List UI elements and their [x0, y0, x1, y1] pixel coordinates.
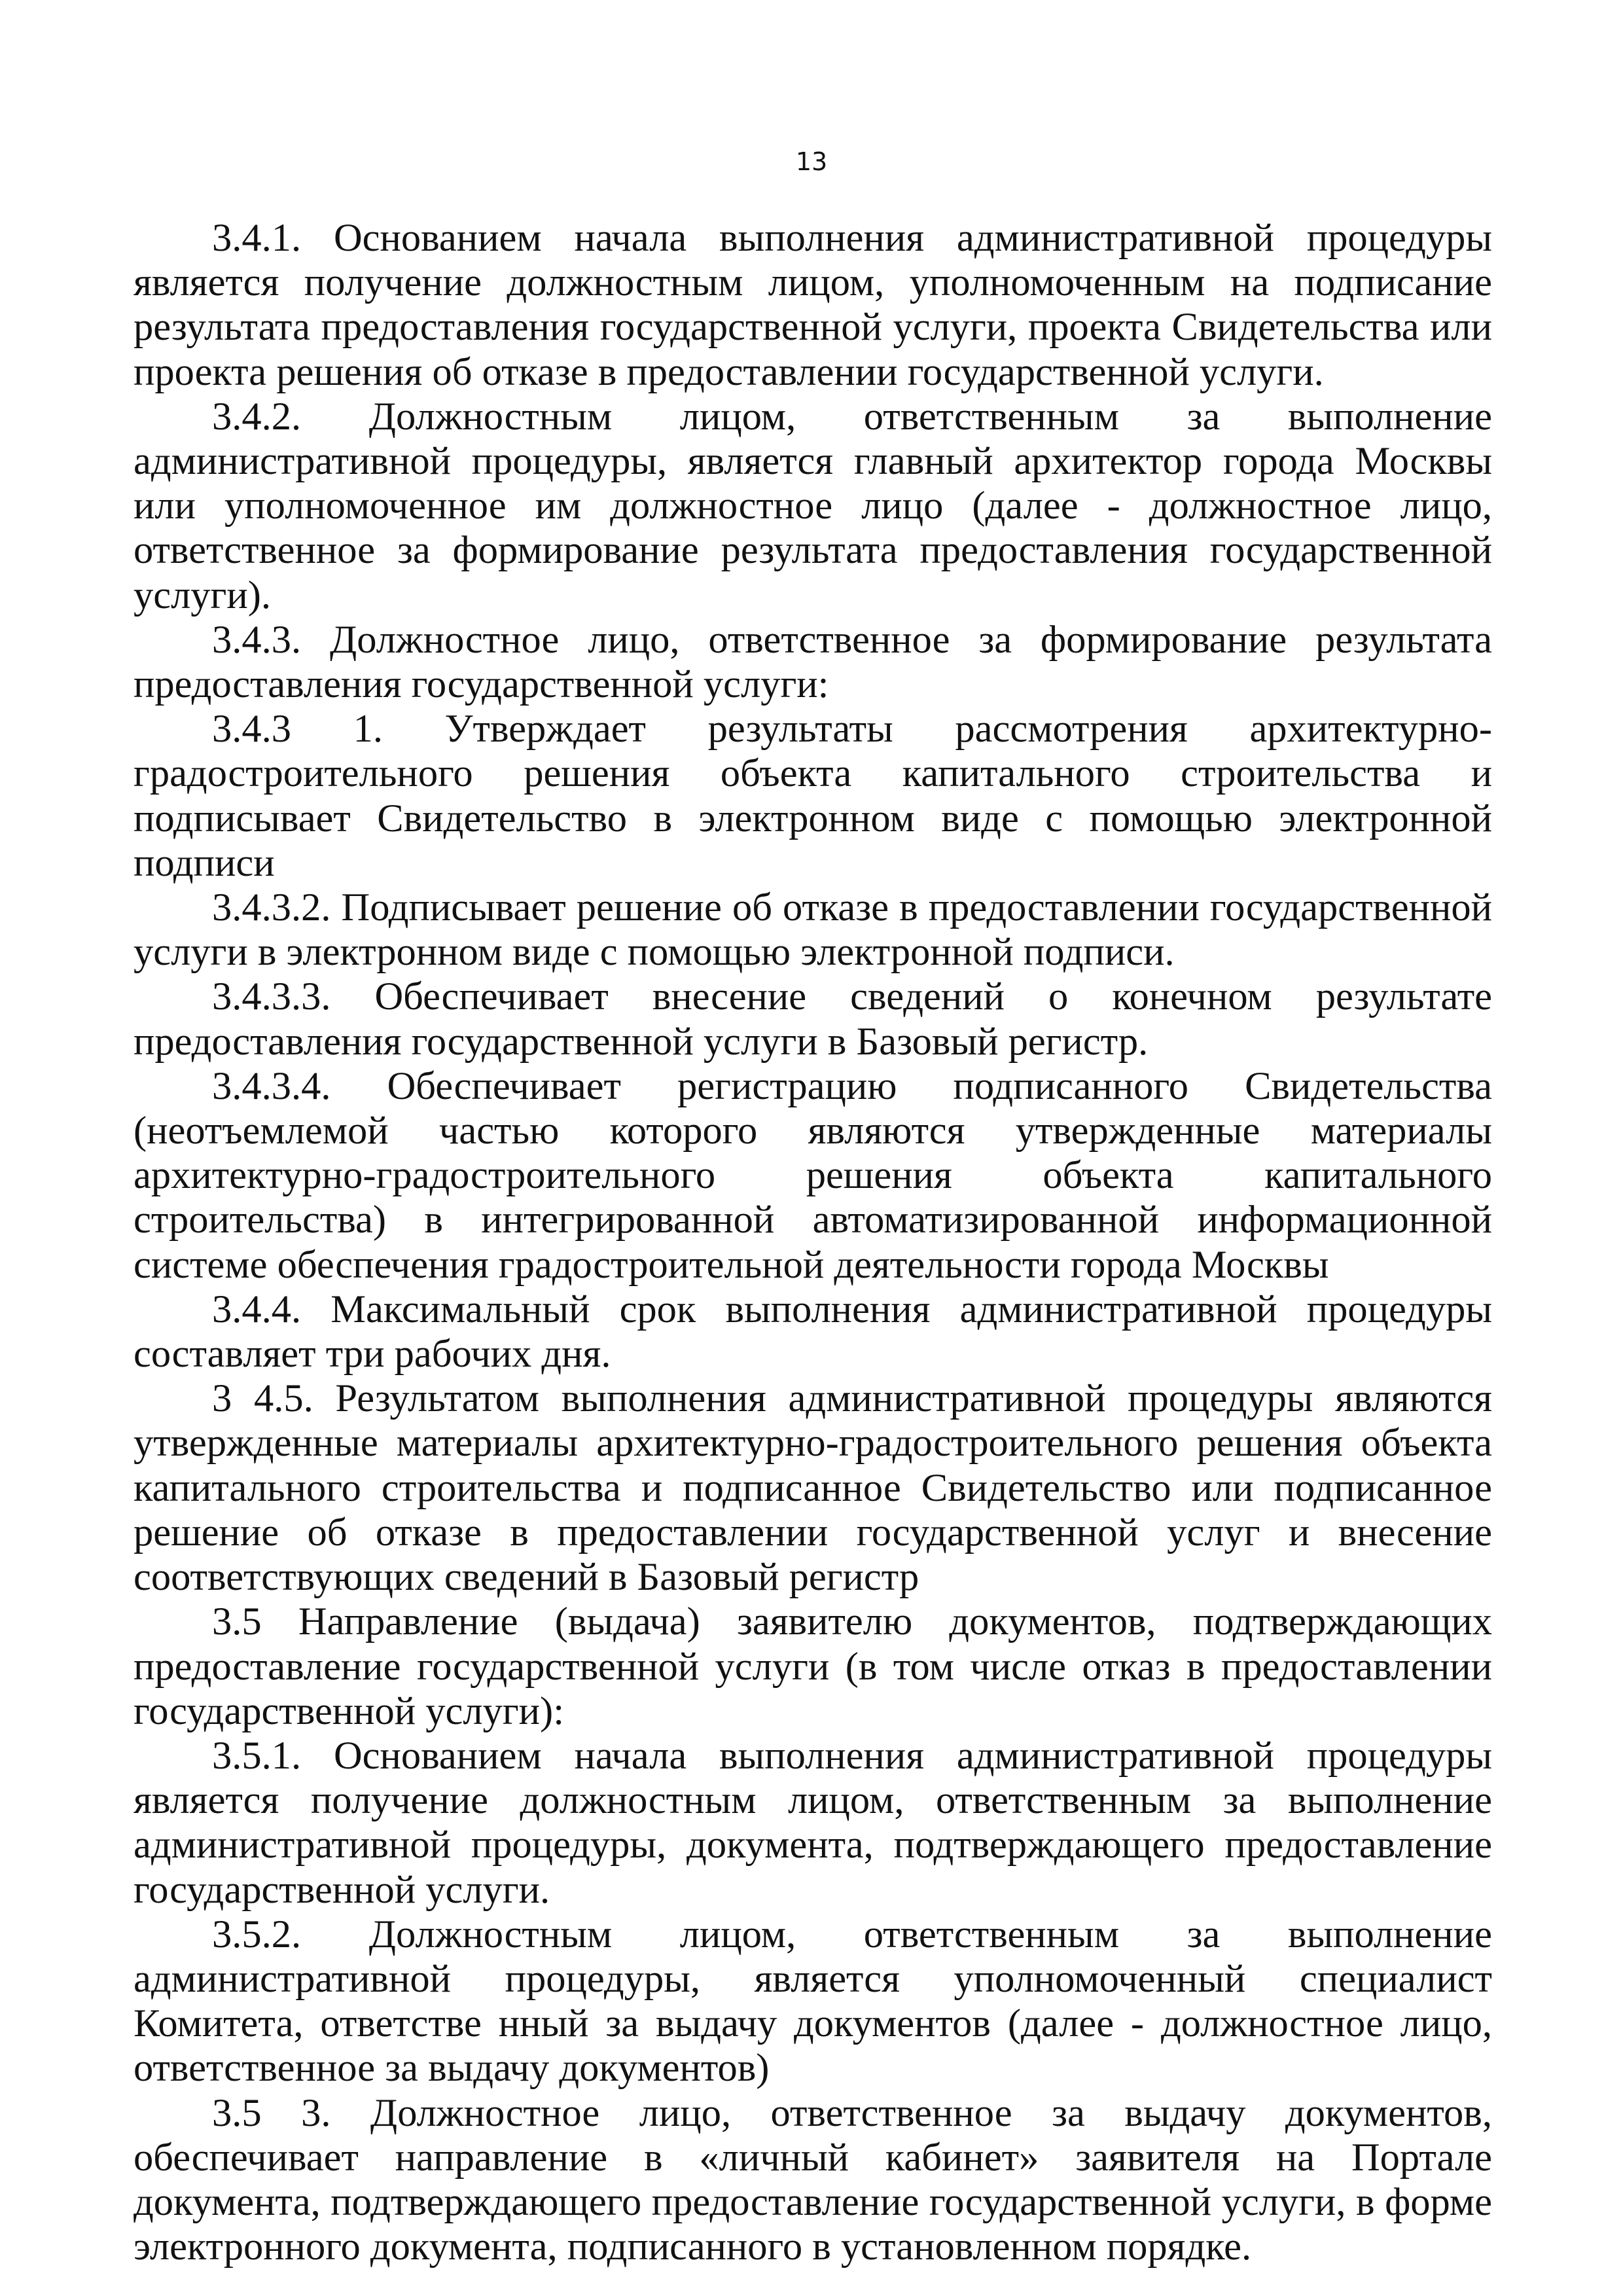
document-body	[134, 216, 1492, 2269]
paragraph-3-4-3-3: 3.4.3.3. Обеспечивает внесение сведений о конечном результате предоставления государственной услуги в Базовый регистр.	[134, 975, 1492, 1064]
paragraph-3-4-4: 3.4.4. Максимальный срок выполнения административной процедуры составляет три рабочих дня.	[134, 1287, 1492, 1376]
paragraph-3-4-1: 3.4.1. Основанием начала выполнения административной процедуры является получение должностным лицом, уполномоченным на подписание результата предоставления государственной услуги, проекта Свидетельства или проекта решения об отказе в предоставлении государственной услуги.	[134, 216, 1492, 394]
paragraph-3-5-2: 3.5.2. Должностным лицом, ответственным за выполнение административной процедуры, является уполномоченный специалист Комитета, ответстве нный за выдачу документов (далее - должностное лицо, ответственное за выдачу документов)	[134, 1912, 1492, 2090]
paragraph-3-5: 3.5 Направление (выдача) заявителю документов, подтверждающих предоставление государственной услуги (в том числе отказ в предоставлении государственной услуги):	[134, 1600, 1492, 1733]
paragraph-3-5-1: 3.5.1. Основанием начала выполнения административной процедуры является получение должностным лицом, ответственным за выполнение административной процедуры, документа, подтверждающего предоставление государственной услуги.	[134, 1733, 1492, 1912]
paragraph-3-4-2: 3.4.2. Должностным лицом, ответственным за выполнение административной процедуры, является главный архитектор города Москвы или уполномоченное им должностное лицо (далее - должностное лицо, ответственное за формирование результата предоставления государственной услуги).	[134, 394, 1492, 617]
paragraph-3-4-3: 3.4.3. Должностное лицо, ответственное за формирование результата предоставления государственной услуги:	[134, 617, 1492, 707]
page-number: 13	[795, 147, 828, 176]
paragraph-3-4-3-4: 3.4.3.4. Обеспечивает регистрацию подписанного Свидетельства (неотъемлемой частью которого являются утвержденные материалы архитектурно-градостроительного решения объекта капитального строительства) в интегрированной автоматизированной информационной системе обеспечения градостроительной деятельности города Москвы	[134, 1064, 1492, 1287]
paragraph-3-4-5: 3 4.5. Результатом выполнения административной процедуры являются утвержденные материалы архитектурно-градостроительного решения объекта капитального строительства и подписанное Свидетельство или подписанное решение об отказе в предоставлении государственной услуг и внесение соответствующих сведений в Базовый регистр	[134, 1376, 1492, 1600]
paragraph-3-5-3: 3.5 3. Должностное лицо, ответственное за выдачу документов, обеспечивает направление в «личный кабинет» заявителя на Портале документа, подтверждающего предоставление государственной услуги, в форме электронного документа, подписанного в установленном порядке.	[134, 2090, 1492, 2269]
paragraph-3-4-3-1: 3.4.3 1. Утверждает результаты рассмотрения архитектурно-градостроительного решения объекта капитального строительства и подписывает Свидетельство в электронном виде с помощью электронной подписи	[134, 707, 1492, 885]
paragraph-3-4-3-2: 3.4.3.2. Подписывает решение об отказе в предоставлении государственной услуги в электронном виде с помощью электронной подписи.	[134, 886, 1492, 975]
